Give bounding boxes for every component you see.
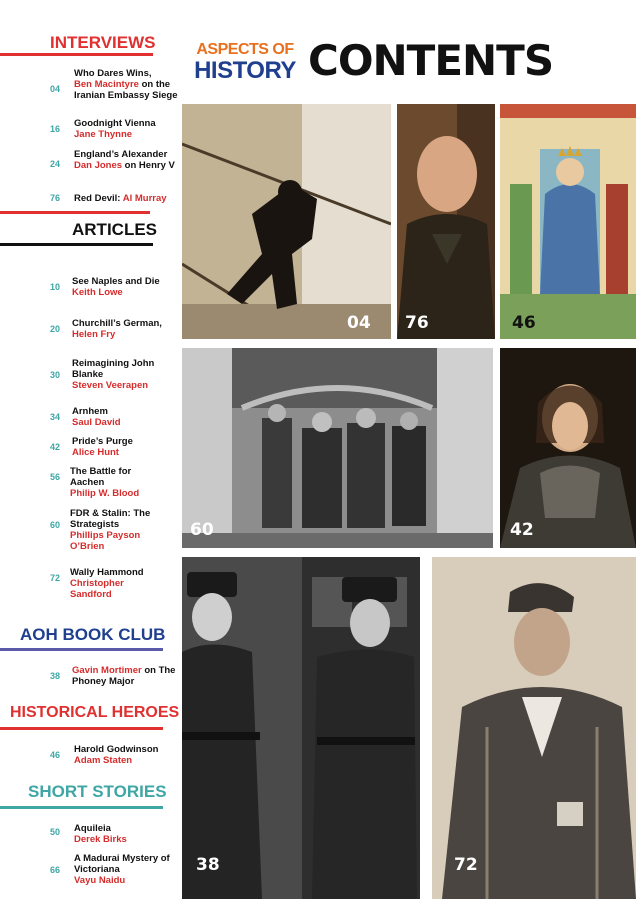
page-number: 56 — [49, 472, 60, 482]
page-title: CONTENTS — [308, 36, 554, 85]
entry-text: Harold Godwinson Adam Staten — [74, 744, 159, 766]
photo-embassy-siege[interactable] — [182, 104, 391, 339]
entry-text: Reimagining John Blanke Steven Veerapen — [72, 358, 155, 391]
page-number: 30 — [49, 370, 60, 380]
photo-page-number: 76 — [405, 313, 429, 333]
section-rule — [0, 211, 150, 214]
section-rule — [0, 727, 163, 730]
brand-line-1: ASPECTS OF — [196, 41, 294, 58]
photo-henry-v-image — [500, 104, 636, 339]
photo-al-murray-image — [397, 104, 495, 339]
entry-text: See Naples and Die Keith Lowe — [72, 276, 160, 298]
photo-page-number: 42 — [510, 520, 534, 540]
entry-text: Red Devil: Al Murray — [74, 193, 167, 204]
entry-text: Goodnight Vienna Jane Thynne — [74, 118, 156, 140]
page-number: 76 — [49, 193, 60, 203]
brand-logo — [186, 42, 304, 83]
section-title-heroes: HISTORICAL HEROES — [10, 704, 180, 721]
entry-text: England’s Alexander Dan Jones on Henry V — [74, 149, 175, 171]
photo-phoney-major-image — [182, 557, 420, 899]
section-rule — [0, 806, 163, 809]
entry-text: Arnhem Saul David — [72, 406, 121, 428]
entry-text: Who Dares Wins, Ben Macintyre on the Iranian Embassy Siege — [74, 68, 178, 101]
photo-fdr-stalin[interactable] — [182, 348, 493, 548]
photo-page-number: 46 — [512, 313, 536, 333]
section-title-interviews: INTERVIEWS — [50, 33, 156, 52]
entry-text: Churchill’s German, Helen Fry — [72, 318, 162, 340]
page-number: 60 — [49, 520, 60, 530]
section-title-book-club: AOH BOOK CLUB — [20, 625, 166, 644]
section-rule — [0, 243, 153, 246]
entry-text: A Madurai Mystery of Victoriana Vayu Naidu — [74, 853, 170, 886]
photo-henry-v-manuscript[interactable] — [500, 104, 636, 339]
page-number: 16 — [49, 124, 60, 134]
entry-text: The Battle for Aachen Philip W. Blood — [70, 466, 140, 499]
photo-embassy-siege-image — [182, 104, 391, 339]
page-number: 46 — [49, 750, 60, 760]
entry-text: Wally Hammond Christopher Sandford — [70, 567, 144, 600]
photo-al-murray[interactable] — [397, 104, 495, 339]
page-number: 34 — [49, 412, 60, 422]
photo-page-number: 38 — [196, 855, 220, 875]
section-title-short-stories: SHORT STORIES — [28, 782, 167, 801]
entry-text: Pride’s Purge Alice Hunt — [72, 436, 133, 458]
section-title-articles: ARTICLES — [72, 220, 157, 239]
entry-text: Aquileia Derek Birks — [74, 823, 127, 845]
photo-page-number: 72 — [454, 855, 478, 875]
page-number: 66 — [49, 865, 60, 875]
page-number: 20 — [49, 324, 60, 334]
photo-phoney-major[interactable] — [182, 557, 420, 899]
brand-line-2: HISTORY — [194, 57, 296, 84]
photo-prides-purge-image — [500, 348, 636, 548]
page-number: 50 — [49, 827, 60, 837]
page-number: 72 — [49, 573, 60, 583]
photo-wally-hammond[interactable] — [432, 557, 636, 899]
photo-page-number: 60 — [190, 520, 214, 540]
page-number: 38 — [49, 671, 60, 681]
photo-fdr-stalin-image — [182, 348, 493, 548]
entry-text: FDR & Stalin: The Strategists Phillips Payson O’Brien — [70, 508, 151, 552]
page-number: 24 — [49, 159, 60, 169]
photo-prides-purge[interactable] — [500, 348, 636, 548]
section-rule — [0, 648, 163, 651]
photo-wally-hammond-image — [432, 557, 636, 899]
photo-page-number: 04 — [347, 313, 371, 333]
section-rule — [0, 53, 153, 56]
entry-text: Gavin Mortimer on The Phoney Major — [72, 665, 176, 687]
page-number: 04 — [49, 84, 60, 94]
page-number: 42 — [49, 442, 60, 452]
page-number: 10 — [49, 282, 60, 292]
